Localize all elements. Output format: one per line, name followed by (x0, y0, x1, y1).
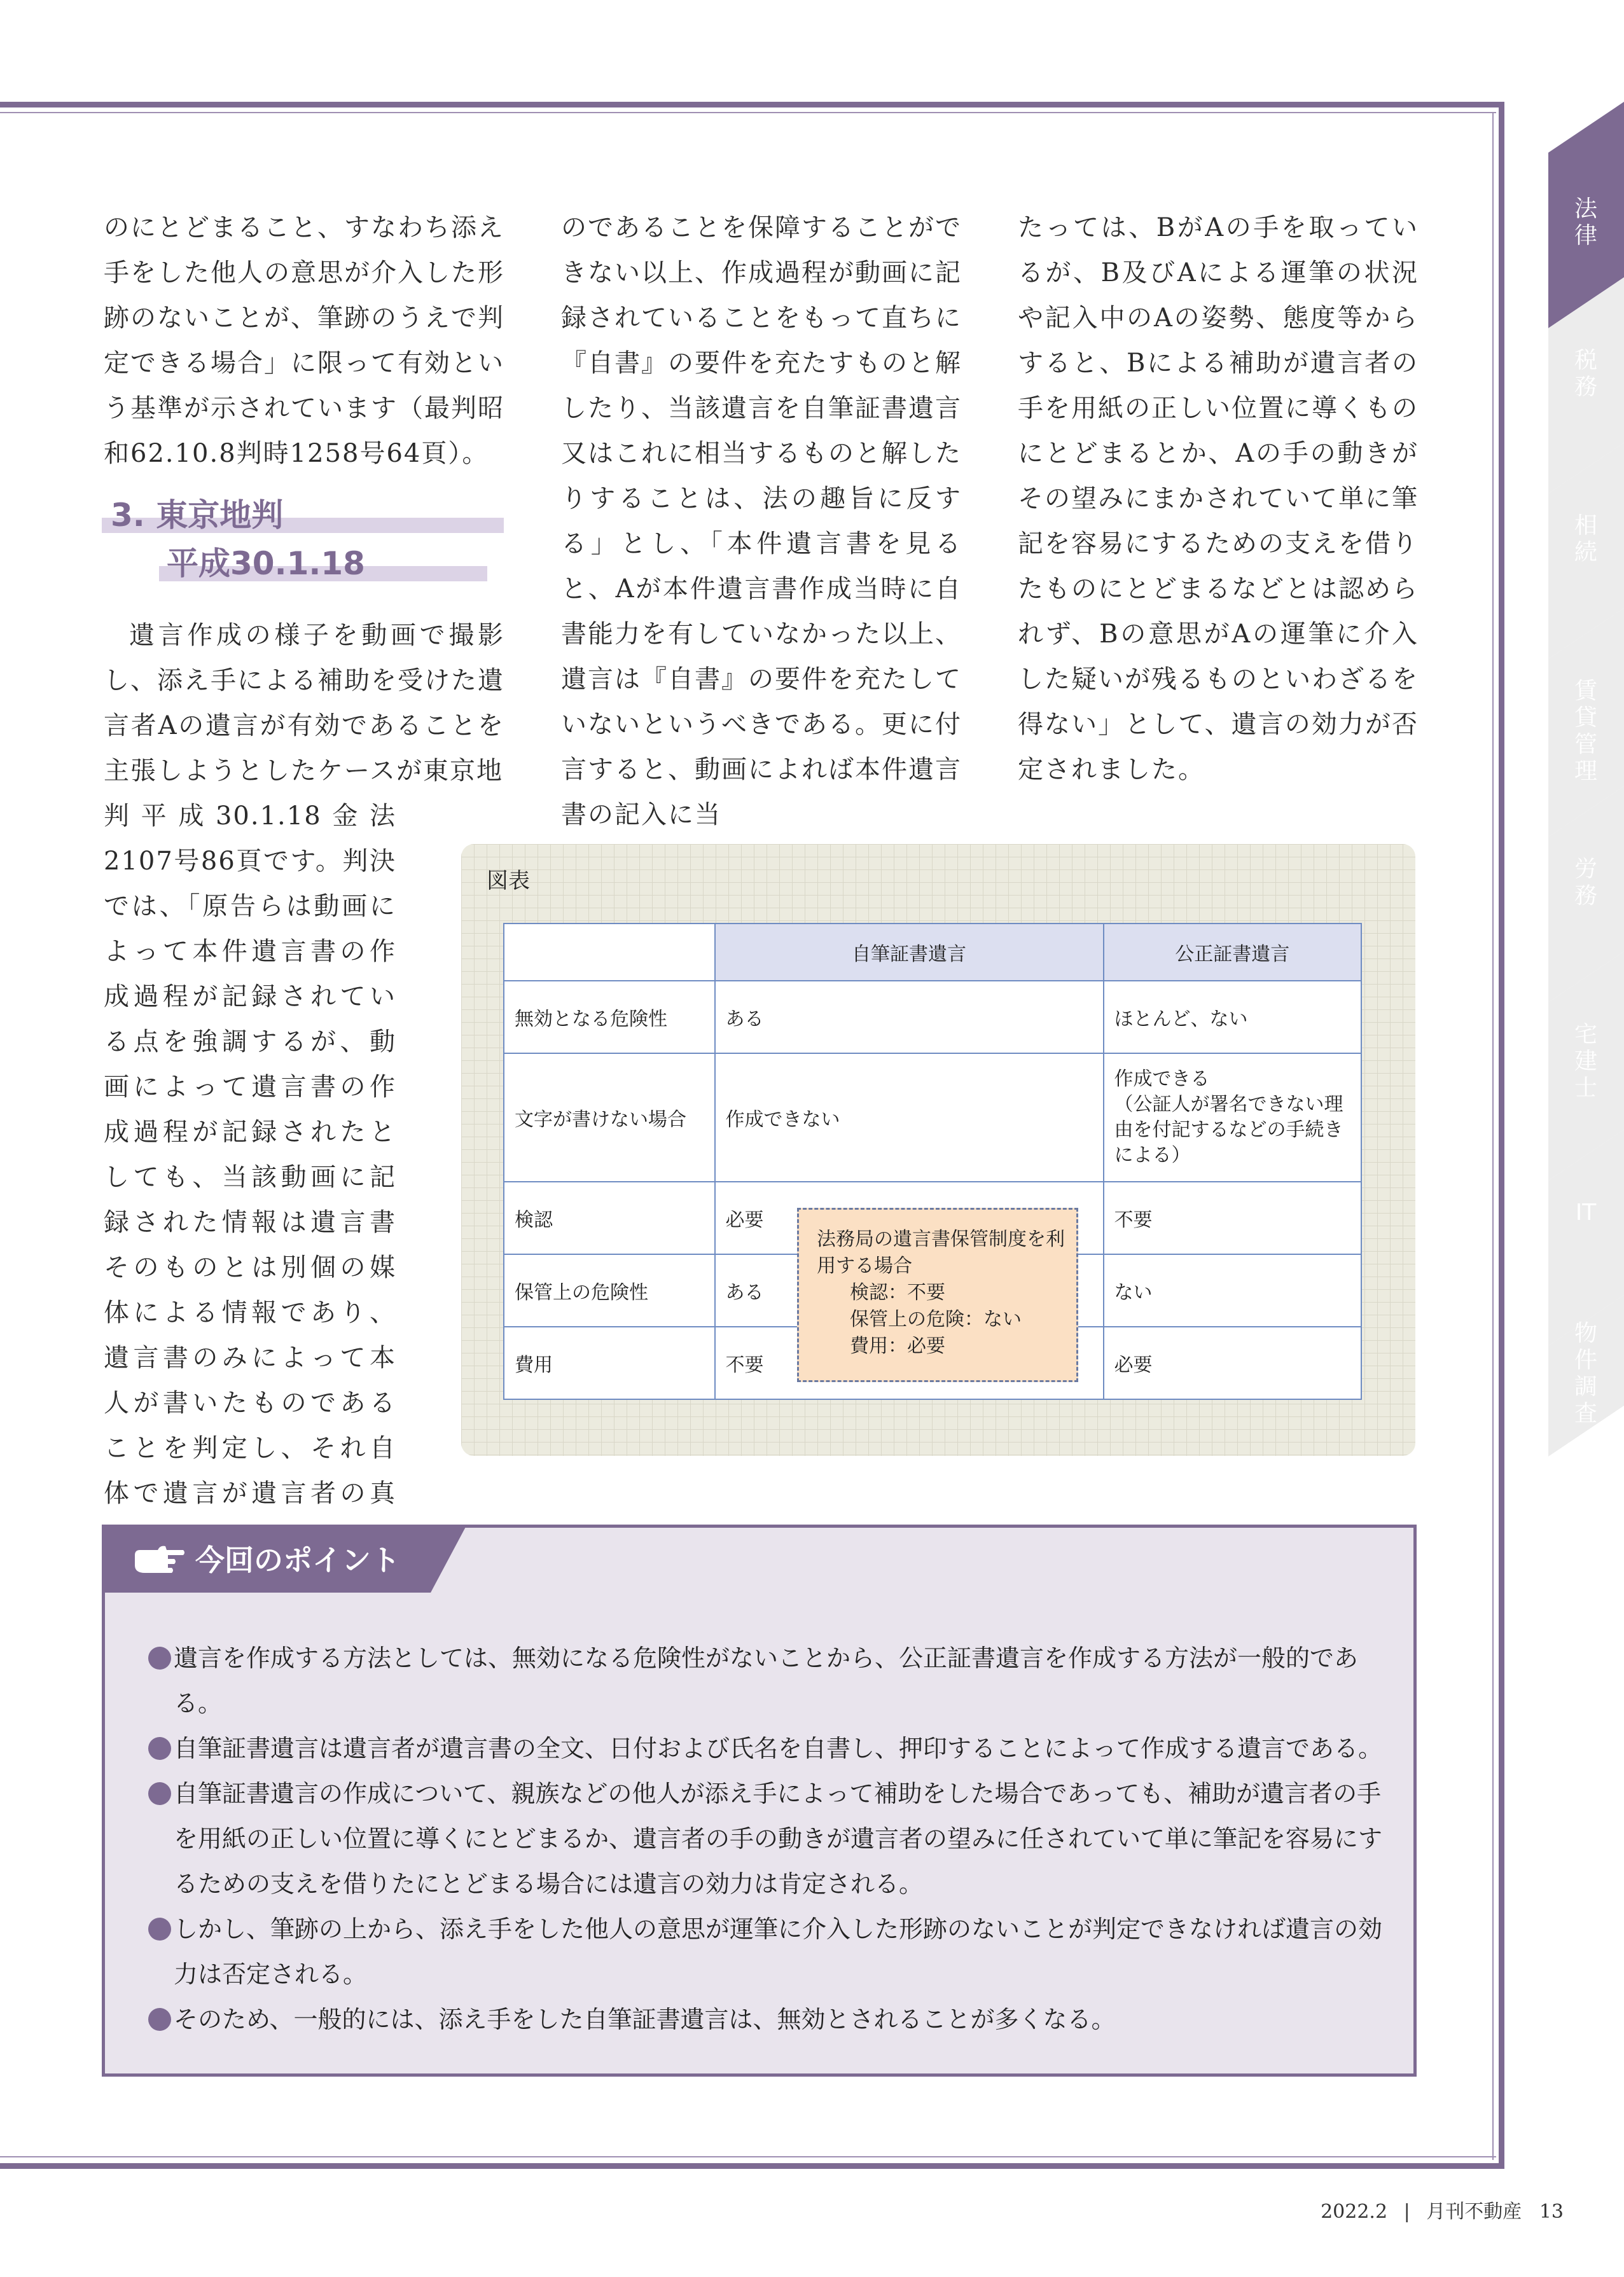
frame-right-border (1499, 102, 1504, 2169)
row-label: 文字が書けない場合 (504, 1053, 715, 1182)
list-item (147, 1636, 1387, 1726)
row-label: 保管上の危険性 (504, 1254, 715, 1327)
header-empty (504, 924, 715, 981)
callout-title: 法務局の遺言書保管制度を利用する場合 (817, 1228, 1065, 1277)
frame-bottom-border (0, 2163, 1504, 2169)
table-header-row (504, 924, 1361, 981)
tab-label: 賃貸管理 (1574, 678, 1597, 784)
list-item (147, 1771, 1387, 1907)
issue-date: 2022.2 (1321, 2201, 1388, 2223)
tab-property-survey[interactable] (1548, 1295, 1624, 1457)
frame-bottom-inner-line (0, 2156, 1496, 2157)
header-kosei: 公正証書遺言 (1104, 924, 1361, 981)
tab-label: 税務 (1574, 347, 1597, 400)
cell-jihitsu: ある (715, 1254, 1104, 1327)
magazine-name: 月刊不動産 (1426, 2201, 1522, 2223)
column-1-narrow (104, 794, 396, 1561)
cell-jihitsu: 作成できない (715, 1053, 1104, 1182)
col1-paragraph-2a: 遺言作成の様子を動画で撮影し、添え手による補助を受けた遺言者Aの遺言が有効であることを主張しようとしたケースが東京地 (104, 621, 504, 786)
tab-label: IT (1575, 1200, 1597, 1226)
column-1-middle (104, 613, 504, 794)
bullet-icon (148, 1918, 171, 1941)
section-number: 3. (111, 497, 145, 534)
tab-label: 法律 (1574, 196, 1597, 249)
tab-label: 宅建士 (1574, 1021, 1597, 1101)
point-text: そのため、一般的には、添え手をした自筆証書遺言は、無効とされることが多くなる。 (174, 2005, 1116, 2033)
callout-line-3: 費用：必要 (850, 1335, 945, 1357)
frame-right-inner-line (1492, 112, 1494, 2160)
callout-line-1: 検認：不要 (850, 1282, 945, 1304)
section-heading (102, 490, 509, 592)
col2-paragraph: のであることを保障することができない以上、作成過程が動画に記録されていることをもって直ちに『自書』の要件を充たすものと解したり、当該遺言を自筆証書遺言又はこれに相当するものと解したりすることは、法の趣旨に反する」とし、「本件遺言書を見ると、Aが本件遺言書作成当時に自書能力を有していなかった以上、遺言は『自書』の要件を充たしていないというべきである。更に付言すると、動画によれば本件遺言書の記入に当 (561, 213, 962, 829)
cell-kosei-line-1: 作成できる (1114, 1068, 1210, 1090)
cell-kosei: ほとんど、ない (1104, 981, 1361, 1053)
frame-top-border (0, 102, 1504, 107)
column-2 (561, 205, 962, 838)
cell-kosei (1104, 1053, 1361, 1182)
section-title-line-2: 平成30.1.18 (167, 545, 365, 582)
footer-separator: | (1403, 2201, 1410, 2223)
tab-label: 労務 (1574, 856, 1597, 909)
row-label: 無効となる危険性 (504, 981, 715, 1053)
heading-line-1 (111, 490, 283, 536)
pointing-hand-icon (132, 1540, 186, 1578)
frame-top-inner-line (0, 112, 1496, 113)
row-label: 検認 (504, 1182, 715, 1254)
comparison-figure (461, 844, 1415, 1456)
col3-paragraph: たっては、BがAの手を取っているが、B及びAによる運筆の状況や記入中のAの姿勢、態度等からすると、Bによる補助が遺言者の手を用紙の正しい位置に導くものにとどまるとか、Aの手の動きがその望みにまかされていて単に筆記を容易にするための支えを借りたものにとどまるなどとは認められず、Bの意思がAの運筆に介入した疑いが残るものといわざるを得ない」として、遺言の効力が否定されました。 (1018, 213, 1419, 784)
storage-system-callout (797, 1208, 1078, 1382)
cell-jihitsu: ある (715, 981, 1104, 1053)
table-row (504, 981, 1361, 1053)
point-text: しかし、筆跡の上から、添え手をした他人の意思が運筆に介入した形跡のないことが判定できなければ遺言の効力は否定される。 (174, 1915, 1383, 1988)
column-1-top (104, 205, 504, 476)
tab-label: 物件調査 (1574, 1320, 1597, 1427)
cell-kosei: ない (1104, 1254, 1361, 1327)
key-points-title: 今回のポイント (195, 1543, 400, 1577)
list-item (147, 1726, 1387, 1771)
bullet-icon (148, 2008, 171, 2031)
category-tabs (1548, 102, 1624, 1457)
header-jihitsu: 自筆証書遺言 (715, 924, 1104, 981)
bullet-icon (148, 1737, 171, 1760)
tab-label: 相続 (1574, 513, 1597, 565)
cell-jihitsu: 必要 (715, 1182, 1104, 1254)
bullet-icon (148, 1782, 171, 1805)
column-3 (1018, 205, 1419, 792)
list-item (147, 1907, 1387, 1997)
callout-line-2: 保管上の危険：ない (850, 1308, 1022, 1331)
cell-kosei: 不要 (1104, 1182, 1361, 1254)
bullet-icon (148, 1647, 171, 1670)
page-number: 13 (1539, 2201, 1564, 2223)
row-label: 費用 (504, 1327, 715, 1399)
cell-kosei: 必要 (1104, 1327, 1361, 1399)
col1-paragraph-2b: 判平成30.1.18金法2107号86頁です。判決では、「原告らは動画によって本件遺言書の作成過程が記録されている点を強調するが、動画によって遺言書の作成過程が記録されたとしても、当該動画に記録された情報は遺言書そのものとは別個の媒体による情報であり、遺言書のみによって本人が書いたものであることを判定し、それ自体で遺言が遺言者の真 (104, 801, 396, 1508)
key-points-header (102, 1525, 467, 1593)
cell-jihitsu: 不要 (715, 1327, 1104, 1399)
list-item (147, 1997, 1387, 2042)
table-row (504, 1053, 1361, 1182)
section-title-line-1: 東京地判 (156, 497, 284, 534)
point-text: 自筆証書遺言の作成について、親族などの他人が添え手によって補助をした場合であっても、補助が遺言者の手を用紙の正しい位置に導くにとどまるか、遺言者の手の動きが遺言者の望みに任されていて単に筆記を容易にするための支えを借りたにとどまる場合には遺言の効力は肯定される。 (174, 1780, 1383, 1898)
page-footer (1321, 2196, 1564, 2224)
point-text: 遺言を作成する方法としては、無効になる危険性がないことから、公正証書遺言を作成する方法が一般的である。 (174, 1644, 1359, 1717)
cell-kosei-line-2: （公証人が署名できない理由を付記するなどの手続きによる） (1114, 1093, 1343, 1166)
key-points-list (147, 1636, 1387, 2042)
col1-paragraph-1: のにとどまること、すなわち添え手をした他人の意思が介入した形跡のないことが、筆跡のうえで判定できる場合」に限って有効という基準が示されています（最判昭和62.10.8判時1258号64頁）。 (104, 213, 504, 468)
point-text: 自筆証書遺言は遺言者が遺言書の全文、日付および氏名を自書し、押印することによって作成する遺言である。 (174, 1734, 1383, 1762)
figure-title: 図表 (487, 868, 530, 894)
key-points-box (102, 1525, 1417, 2077)
